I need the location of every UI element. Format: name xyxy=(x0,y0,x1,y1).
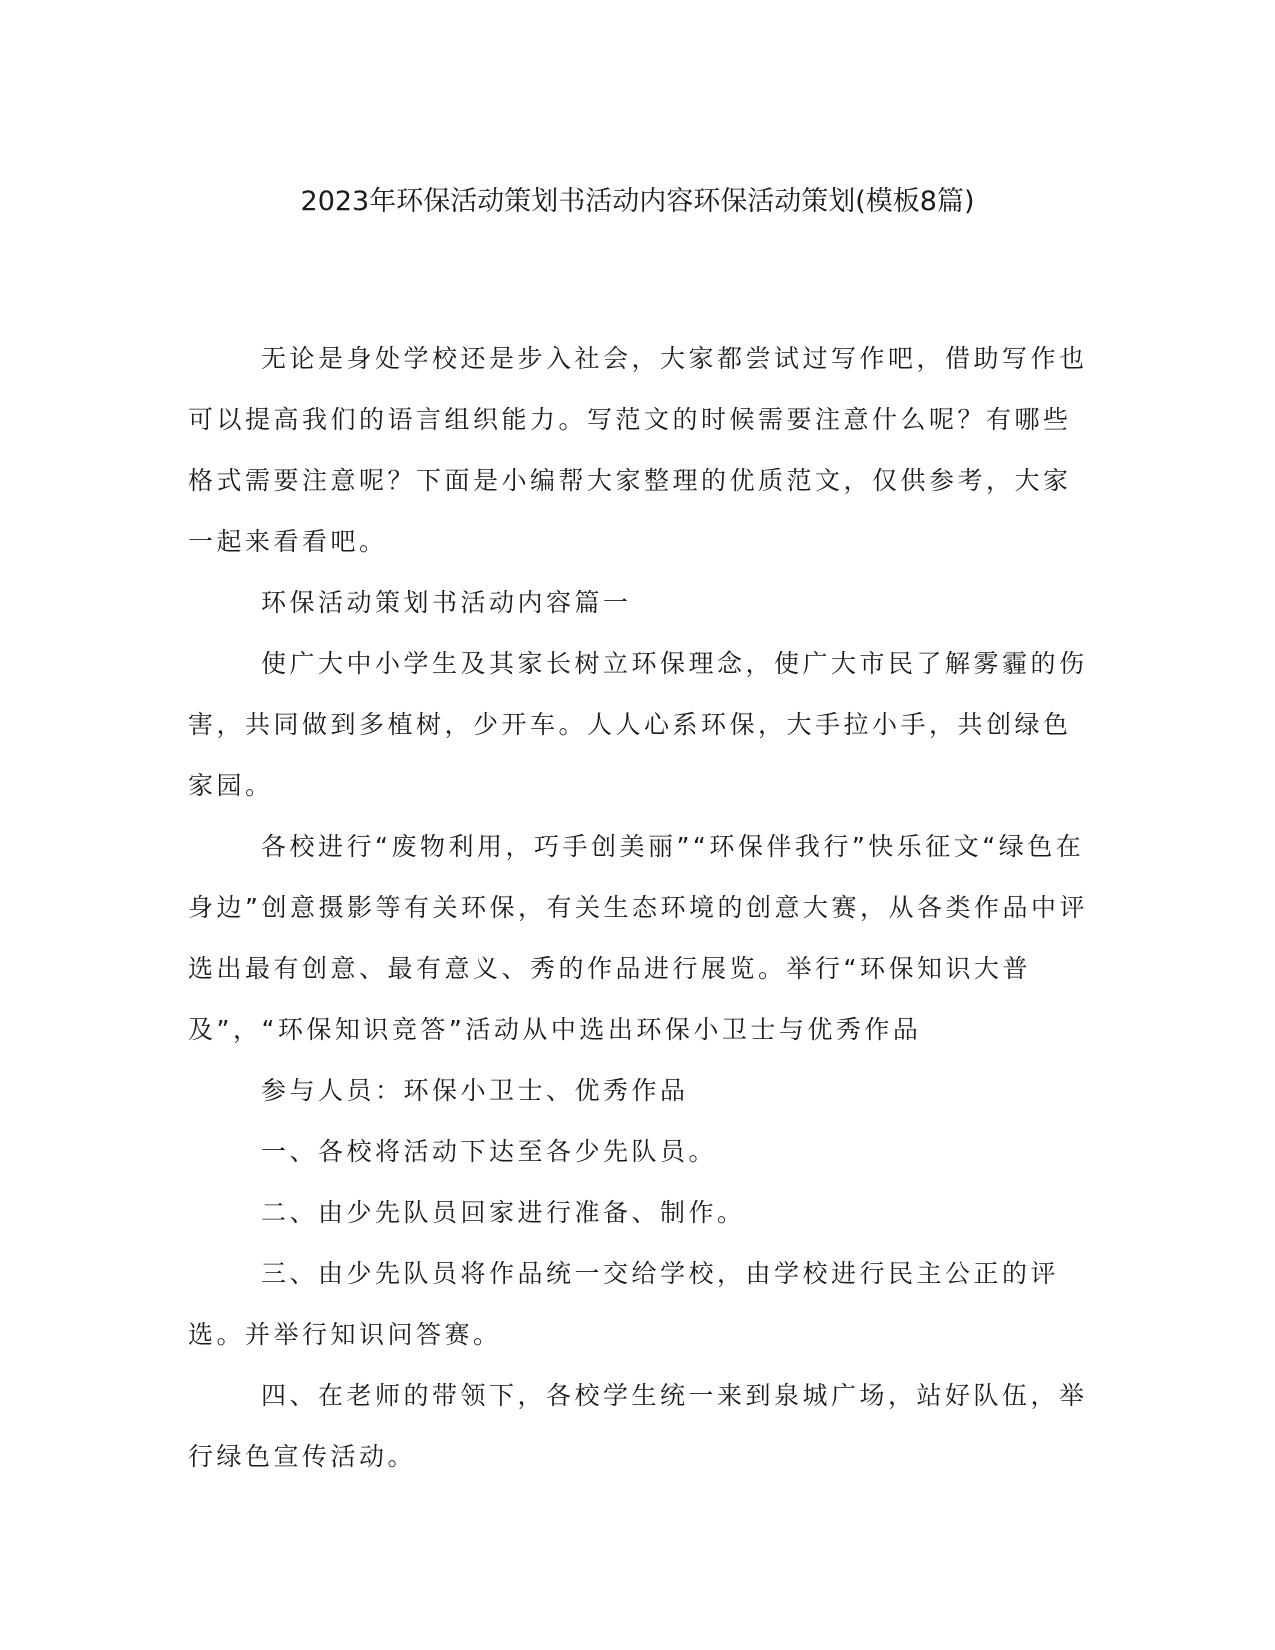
purpose-paragraph: 使广大中小学生及其家长树立环保理念，使广大市民了解雾霾的伤害，共同做到多植树，少开车。人人心系环保，大手拉小手，共创绿色家园。 xyxy=(188,649,1088,800)
step-three-paragraph: 三、由少先队员将作品统一交给学校，由学校进行民主公正的评选。并举行知识问答赛。 xyxy=(188,1259,1060,1349)
section-heading: 环保活动策划书活动内容篇一 xyxy=(261,588,632,617)
document-body xyxy=(188,328,1093,1487)
step-two-paragraph: 二、由少先队员回家进行准备、制作。 xyxy=(261,1198,746,1227)
document-title: 2023年环保活动策划书活动内容环保活动策划(模板8篇) xyxy=(300,186,975,217)
participants-paragraph: 参与人员：环保小卫士、优秀作品 xyxy=(261,1076,689,1105)
activities-paragraph: 各校进行“废物利用，巧手创美丽”“环保伴我行”快乐征文“绿色在身边”创意摄影等有关环保，有关生态环境的创意大赛，从各类作品中评选出最有创意、最有意义、秀的作品进行展览。举行“环保知识大普及”，“环保知识竞答”活动从中选出环保小卫士与优秀作品 xyxy=(188,832,1088,1044)
step-four-paragraph: 四、在老师的带领下，各校学生统一来到泉城广场，站好队伍，举行绿色宣传活动。 xyxy=(188,1381,1088,1471)
step-one-paragraph: 一、各校将活动下达至各少先队员。 xyxy=(261,1137,718,1166)
intro-paragraph: 无论是身处学校还是步入社会，大家都尝试过写作吧，借助写作也可以提高我们的语言组织能力。写范文的时候需要注意什么呢？有哪些格式需要注意呢？下面是小编帮大家整理的优质范文，仅供参考，大家一起来看看吧。 xyxy=(188,344,1088,556)
